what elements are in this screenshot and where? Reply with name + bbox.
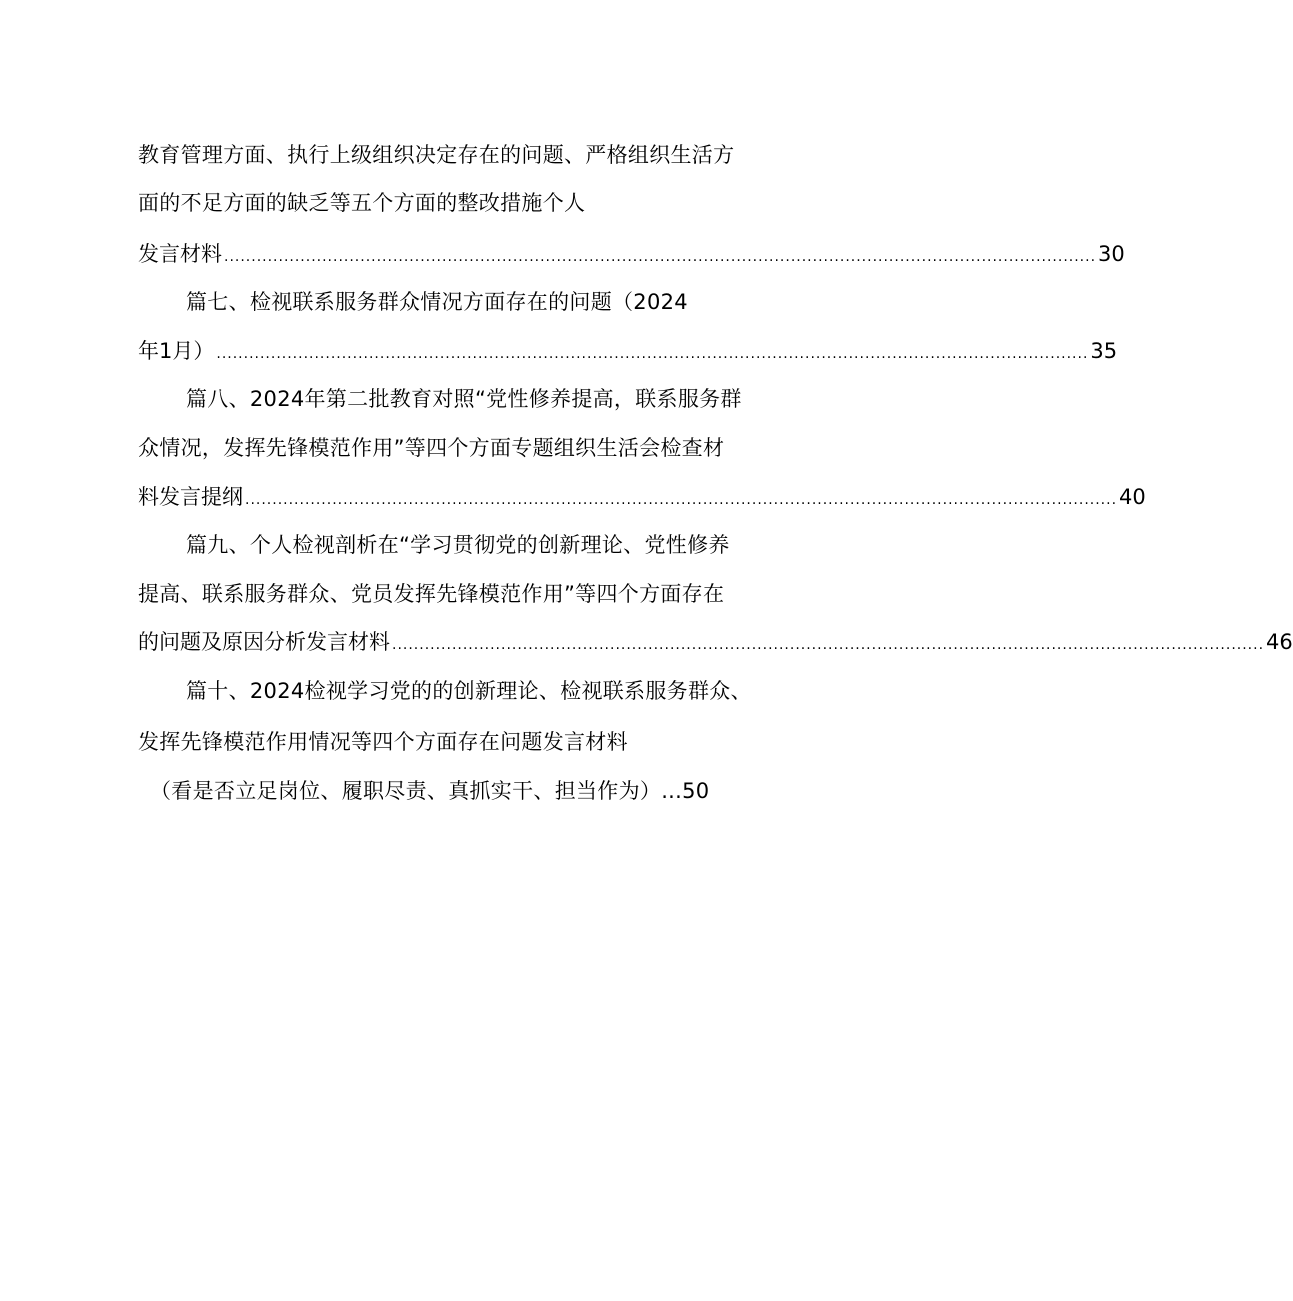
toc-entry7-line1[interactable]: 篇七、检视联系服务群众情况方面存在的问题（2024	[186, 290, 688, 314]
toc-entry8-line2: 众情况，发挥先锋模范作用”等四个方面专题组织生活会检查材	[138, 436, 725, 460]
toc-entry8-page-number: 40	[1119, 485, 1146, 509]
toc-entry9-line3: 的问题及原因分析发言材料	[138, 630, 390, 654]
toc-entry7-leader-line[interactable]	[138, 334, 1118, 368]
toc-entry9-leader-line[interactable]	[138, 625, 1293, 659]
toc-entry6-line3: 发言材料	[138, 242, 222, 266]
toc-leader-dots: ................................................................................................................................................................	[216, 346, 1089, 362]
toc-entry8-line3: 料发言提纲	[138, 485, 243, 509]
toc-entry10-line1[interactable]: 篇十、2024检视学习党的的创新理论、检视联系服务群众、	[186, 679, 752, 703]
toc-leader-dots: ................................................................................................................................................................	[392, 637, 1265, 653]
toc-leader-dots: ................................................................................................................................................................	[224, 249, 1097, 265]
toc-entry9-line1[interactable]: 篇九、个人检视剖析在“学习贯彻党的创新理论、党性修养	[186, 533, 730, 557]
toc-entry6-leader-line[interactable]	[138, 237, 1125, 271]
toc-entry7-page-number: 35	[1090, 339, 1118, 363]
toc-entry10-line3: （看是否立足岗位、履职尽责、真抓实干、担当作为）...50	[150, 779, 710, 803]
toc-entry8-line1[interactable]: 篇八、2024年第二批教育对照“党性修养提高，联系服务群	[186, 387, 742, 411]
toc-leader-dots: ................................................................................................................................................................	[245, 492, 1118, 508]
toc-entry9-line2: 提高、联系服务群众、党员发挥先锋模范作用”等四个方面存在	[138, 582, 725, 606]
toc-entry10-line2: 发挥先锋模范作用情况等四个方面存在问题发言材料	[138, 730, 628, 754]
toc-entry7-line2: 年1月）	[138, 339, 215, 363]
toc-entry6-page-number: 30	[1098, 242, 1125, 266]
toc-entry8-leader-line[interactable]	[138, 480, 1146, 514]
toc-entry6-line1: 教育管理方面、执行上级组织决定存在的问题、严格组织生活方	[138, 143, 735, 167]
toc-entry9-page-number: 46	[1266, 630, 1293, 654]
toc-entry6-line2: 面的不足方面的缺乏等五个方面的整改措施个人	[138, 191, 586, 215]
